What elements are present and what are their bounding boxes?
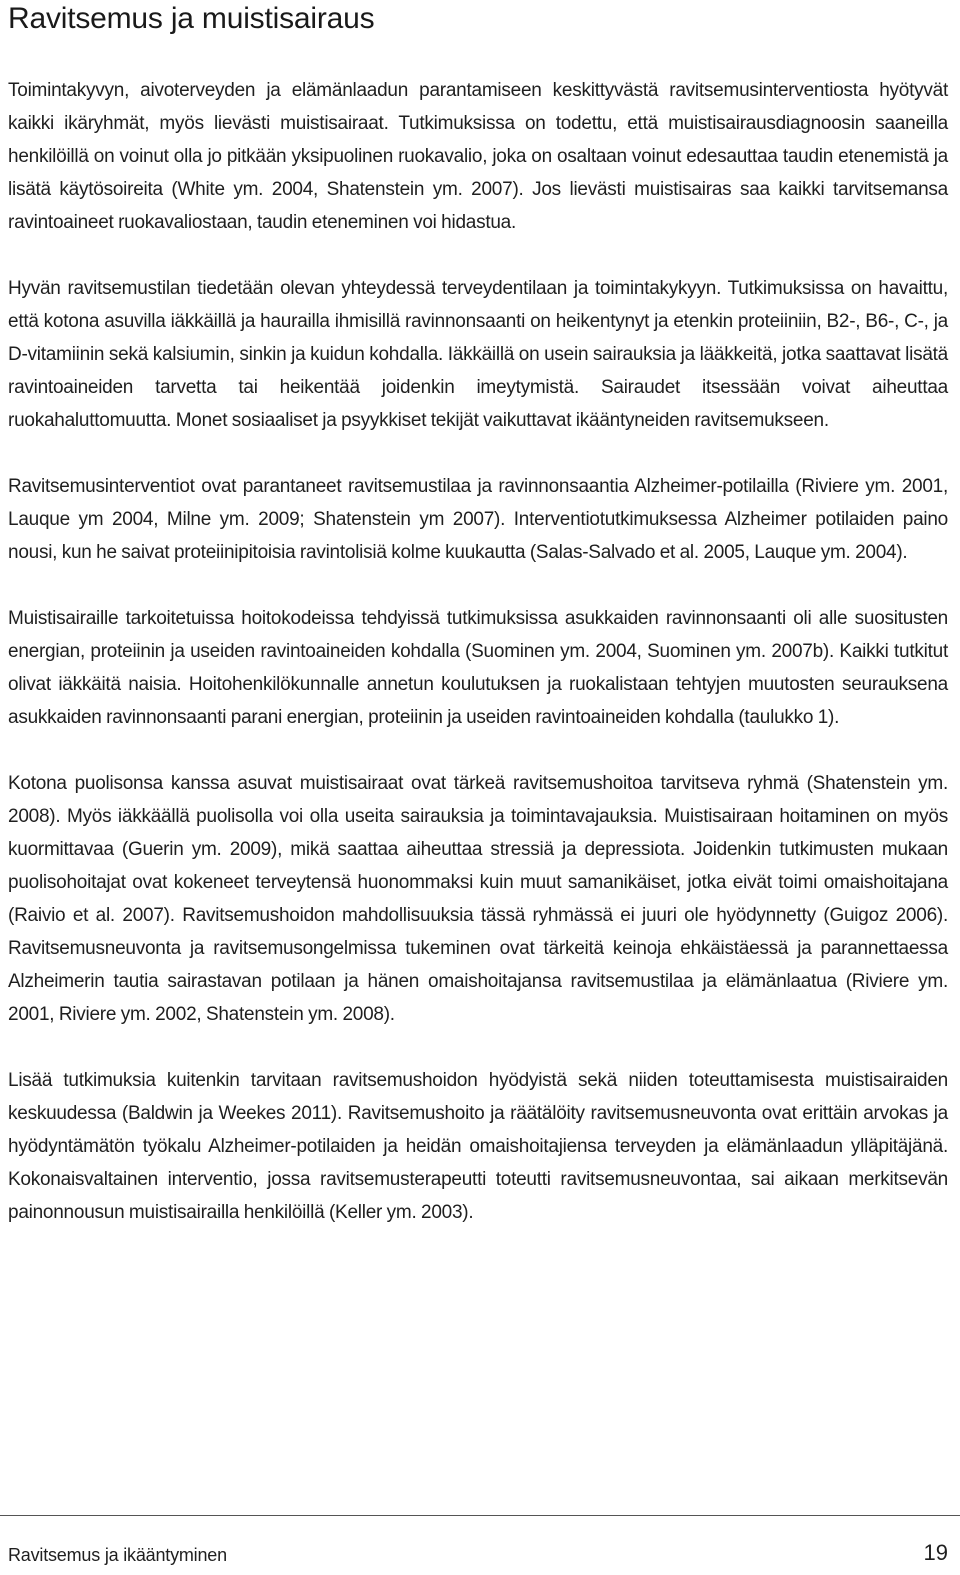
- paragraph-5: Kotona puolisonsa kanssa asuvat muistisairaat ovat tärkeä ravitsemushoitoa tarvitseva ryhmä (Shatenstein ym. 2008). Myös iäkkäällä puolisolla voi olla useita sairauksia ja toimintavajauksia. Muistisairaan hoitaminen on myös kuormittavaa (Guerin ym. 2009), mikä saattaa aiheuttaa stressiä ja depressiota. Joidenkin tutkimusten mukaan puolisohoitajat ovat kokeneet terveytensä huonommaksi kuin muut samanikäiset, jotka eivät toimi omaishoitajana (Raivio et al. 2007). Ravitsemushoidon mahdollisuuksia tässä ryhmässä ei juuri ole hyödynnetty (Guigoz 2006). Ravitsemusneuvonta ja ravitsemusongelmissa tukeminen ovat tärkeitä keinoja ehkäistäessä ja parannettaessa Alzheimerin tautia sairastavan potilaan ja hänen omaishoitajansa ravitsemustilaa ja elämänlaatua (Riviere ym. 2001, Riviere ym. 2002, Shatenstein ym. 2008).: [8, 773, 948, 1025]
- footer-divider: [0, 1515, 960, 1516]
- paragraph-1: Toimintakyvyn, aivoterveyden ja elämänlaadun parantamiseen keskittyvästä ravitsemusinterventiosta hyötyvät kaikki ikäryhmät, myös lievästi muistisairaat. Tutkimuksissa on todettu, että muistisairausdiagnoosin saaneilla henkilöillä on voinut olla jo pitkään yksipuolinen ruokavalio, joka on osaltaan voinut edesauttaa taudin etenemistä ja lisätä käytösoireita (White ym. 2004, Shatenstein ym. 2007). Jos lievästi muistisairas saa kaikki tarvitsemansa ravintoaineet ruokavaliostaan, taudin eteneminen voi hidastua.: [8, 80, 948, 233]
- footer-page-number: 19: [923, 1540, 948, 1565]
- paragraph-2: Hyvän ravitsemustilan tiedetään olevan yhteydessä terveydentilaan ja toimintakykyyn. Tutkimuksissa on havaittu, että kotona asuvilla iäkkäillä ja hauraillа ihmisillä ravinnonsaanti on heikentynyt ja etenkin proteiiniin, B2-, B6-, C-, ja D-vitamiinin sekä kalsiumin, sinkin ja kuidun kohdalla. Iäkkäillä on usein sairauksia ja lääkkeitä, jotka saattavat lisätä ravintoaineiden tarvetta tai heikentää joidenkin imeytymistä. Sairaudet itsessään voivat aiheuttaa ruokahaluttomuutta. Monet sosiaaliset ja psyykkiset tekijät vaikuttavat ikääntyneiden ravitsemukseen.: [8, 278, 948, 431]
- document-page: [8, 0, 948, 1262]
- paragraph-3: Ravitsemusinterventiot ovat parantaneet ravitsemustilaa ja ravinnonsaantia Alzheimer-potilailla (Riviere ym. 2001, Lauque ym 2004, Milne ym. 2009; Shatenstein ym 2007). Interventiotutkimuksessa Alzheimer potilaiden paino nousi, kun he saivat proteiinipitoisia ravintolisiä kolme kuukautta (Salas-Salvado et al. 2005, Lauque ym. 2004).: [8, 476, 948, 563]
- footer-publication-title: Ravitsemus ja ikääntyminen: [8, 1545, 227, 1565]
- paragraph-6: Lisää tutkimuksia kuitenkin tarvitaan ravitsemushoidon hyödyistä sekä niiden toteuttamisesta muistisairaiden keskuudessa (Baldwin ja Weekes 2011). Ravitsemushoito ja räätälöity ravitsemusneuvonta ovat erittäin arvokas ja hyödyntämätön työkalu Alzheimer-potilaiden ja heidän omaishoitajiensa terveyden ja elämänlaadun ylläpitäjänä. Kokonaisvaltainen interventio, jossa ravitsemusterapeutti toteutti ravitsemusneuvontaa, sai aikaan merkitsevän painonnousun muistisairailla henkilöillä (Keller ym. 2003).: [8, 1070, 948, 1223]
- paragraph-4: Muistisairaille tarkoitetuissa hoitokodeissa tehdyissä tutkimuksissa asukkaiden ravinnonsaanti oli alle suositusten energian, proteiinin ja useiden ravintoaineiden kohdalla (Suominen ym. 2004, Suominen ym. 2007b). Kaikki tutkitut olivat iäkkäitä naisia. Hoitohenkilökunnalle annetun koulutuksen ja ruokalistaan tehtyjen muutosten seurauksena asukkaiden ravinnonsaanti parani energian, proteiinin ja useiden ravintoaineiden kohdalla (taulukko 1).: [8, 608, 948, 728]
- page-title: Ravitsemus ja muistisairaus: [8, 2, 375, 35]
- body-text: [8, 74, 948, 1229]
